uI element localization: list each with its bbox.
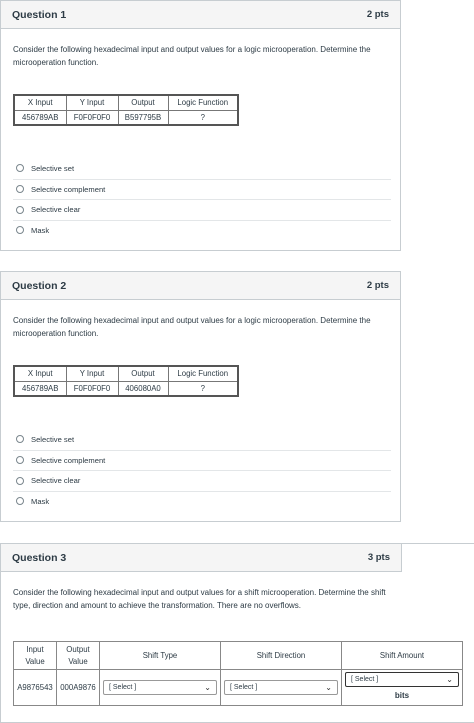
cell-output: B597795B (118, 110, 168, 125)
cell-output-value: 000A9876 (57, 670, 100, 706)
cell-logic-function: ? (168, 110, 238, 125)
answer-label: Mask (31, 225, 50, 235)
select-value: [ Select ] (109, 684, 137, 691)
answer-option[interactable] (13, 199, 391, 220)
header-input-line1: Input (26, 644, 44, 654)
table-row (14, 110, 238, 125)
radio-button[interactable] (16, 164, 24, 172)
header-input-value (14, 642, 57, 670)
cell-x-input: 456789AB (14, 381, 66, 396)
header-logic-function: Logic Function (168, 95, 238, 110)
bits-label: bits (394, 691, 410, 700)
answer-label: Mask (31, 496, 50, 506)
header-shift-amount: Shift Amount (342, 642, 463, 670)
question-title: Question 2 (12, 279, 67, 292)
header-output-line1: Output (66, 644, 90, 654)
answer-option[interactable] (13, 491, 391, 512)
header-shift-type: Shift Type (100, 642, 221, 670)
cell-y-input: F0F0F0F0 (66, 381, 118, 396)
cell-logic-function: ? (168, 381, 238, 396)
header-output-value (57, 642, 100, 670)
radio-button[interactable] (16, 206, 24, 214)
radio-button[interactable] (16, 435, 24, 443)
shift-table (13, 641, 463, 706)
question-text: Consider the following hexadecimal input and output values for a logic microoperation. Determine the microoperation function. (13, 316, 371, 338)
question-1 (0, 0, 401, 251)
radio-button[interactable] (16, 185, 24, 193)
header-output-line2: Value (68, 656, 88, 666)
answer-label: Selective set (31, 163, 75, 173)
shift-amount-select[interactable] (345, 672, 459, 687)
question-header (1, 272, 400, 300)
header-y-input: Y Input (66, 95, 118, 110)
answer-list (13, 158, 391, 240)
radio-button[interactable] (16, 477, 24, 485)
answer-label: Selective clear (31, 476, 81, 486)
shift-direction-select[interactable] (224, 680, 338, 695)
cell-shift-amount (342, 670, 463, 706)
shift-type-select[interactable] (103, 680, 217, 695)
answer-option[interactable] (13, 470, 391, 491)
radio-button[interactable] (16, 226, 24, 234)
answer-label: Selective clear (31, 205, 81, 215)
radio-button[interactable] (16, 456, 24, 464)
table-row (14, 670, 463, 706)
question-title: Question 3 (12, 551, 67, 564)
values-table (13, 94, 239, 126)
answer-list (13, 429, 391, 511)
answer-option[interactable] (13, 450, 391, 471)
answer-option[interactable] (13, 429, 391, 450)
values-table (13, 365, 239, 397)
question-points: 3 pts (367, 552, 390, 563)
radio-button[interactable] (16, 497, 24, 505)
select-value: [ Select ] (230, 684, 258, 691)
chevron-down-icon: ⌄ (325, 682, 332, 692)
select-value: [ Select ] (351, 676, 379, 683)
cell-shift-type (100, 670, 221, 706)
cell-input-value: A9876543 (14, 670, 57, 706)
answer-label: Selective complement (31, 184, 106, 194)
answer-label: Selective set (31, 434, 75, 444)
question-3 (0, 543, 474, 723)
table-row (14, 381, 238, 396)
answer-option[interactable] (13, 158, 391, 179)
cell-x-input: 456789AB (14, 110, 66, 125)
answer-label: Selective complement (31, 455, 106, 465)
question-title: Question 1 (12, 8, 67, 21)
chevron-down-icon: ⌄ (446, 674, 453, 684)
table-header-row (14, 642, 463, 670)
cell-y-input: F0F0F0F0 (66, 110, 118, 125)
cell-output: 406080A0 (118, 381, 168, 396)
question-2 (0, 271, 401, 522)
header-input-line2: Value (25, 656, 45, 666)
header-shift-direction: Shift Direction (221, 642, 342, 670)
question-header (1, 1, 400, 29)
answer-option[interactable] (13, 179, 391, 200)
table-header-row (14, 366, 238, 381)
question-points: 2 pts (366, 280, 389, 291)
table-header-row (14, 95, 238, 110)
header-y-input: Y Input (66, 366, 118, 381)
cell-shift-direction (221, 670, 342, 706)
question-points: 2 pts (366, 9, 389, 20)
question-text: Consider the following hexadecimal input and output values for a shift microoperation. Determine the shift type, direction and amount to achieve the transformation. There are no overflows. (13, 588, 386, 610)
header-logic-function: Logic Function (168, 366, 238, 381)
header-x-input: X Input (14, 366, 66, 381)
answer-option[interactable] (13, 220, 391, 241)
header-output: Output (118, 366, 168, 381)
question-header (1, 544, 402, 572)
chevron-down-icon: ⌄ (204, 682, 211, 692)
question-text: Consider the following hexadecimal input and output values for a logic microoperation. Determine the microoperation function. (13, 45, 371, 67)
header-output: Output (118, 95, 168, 110)
header-x-input: X Input (14, 95, 66, 110)
